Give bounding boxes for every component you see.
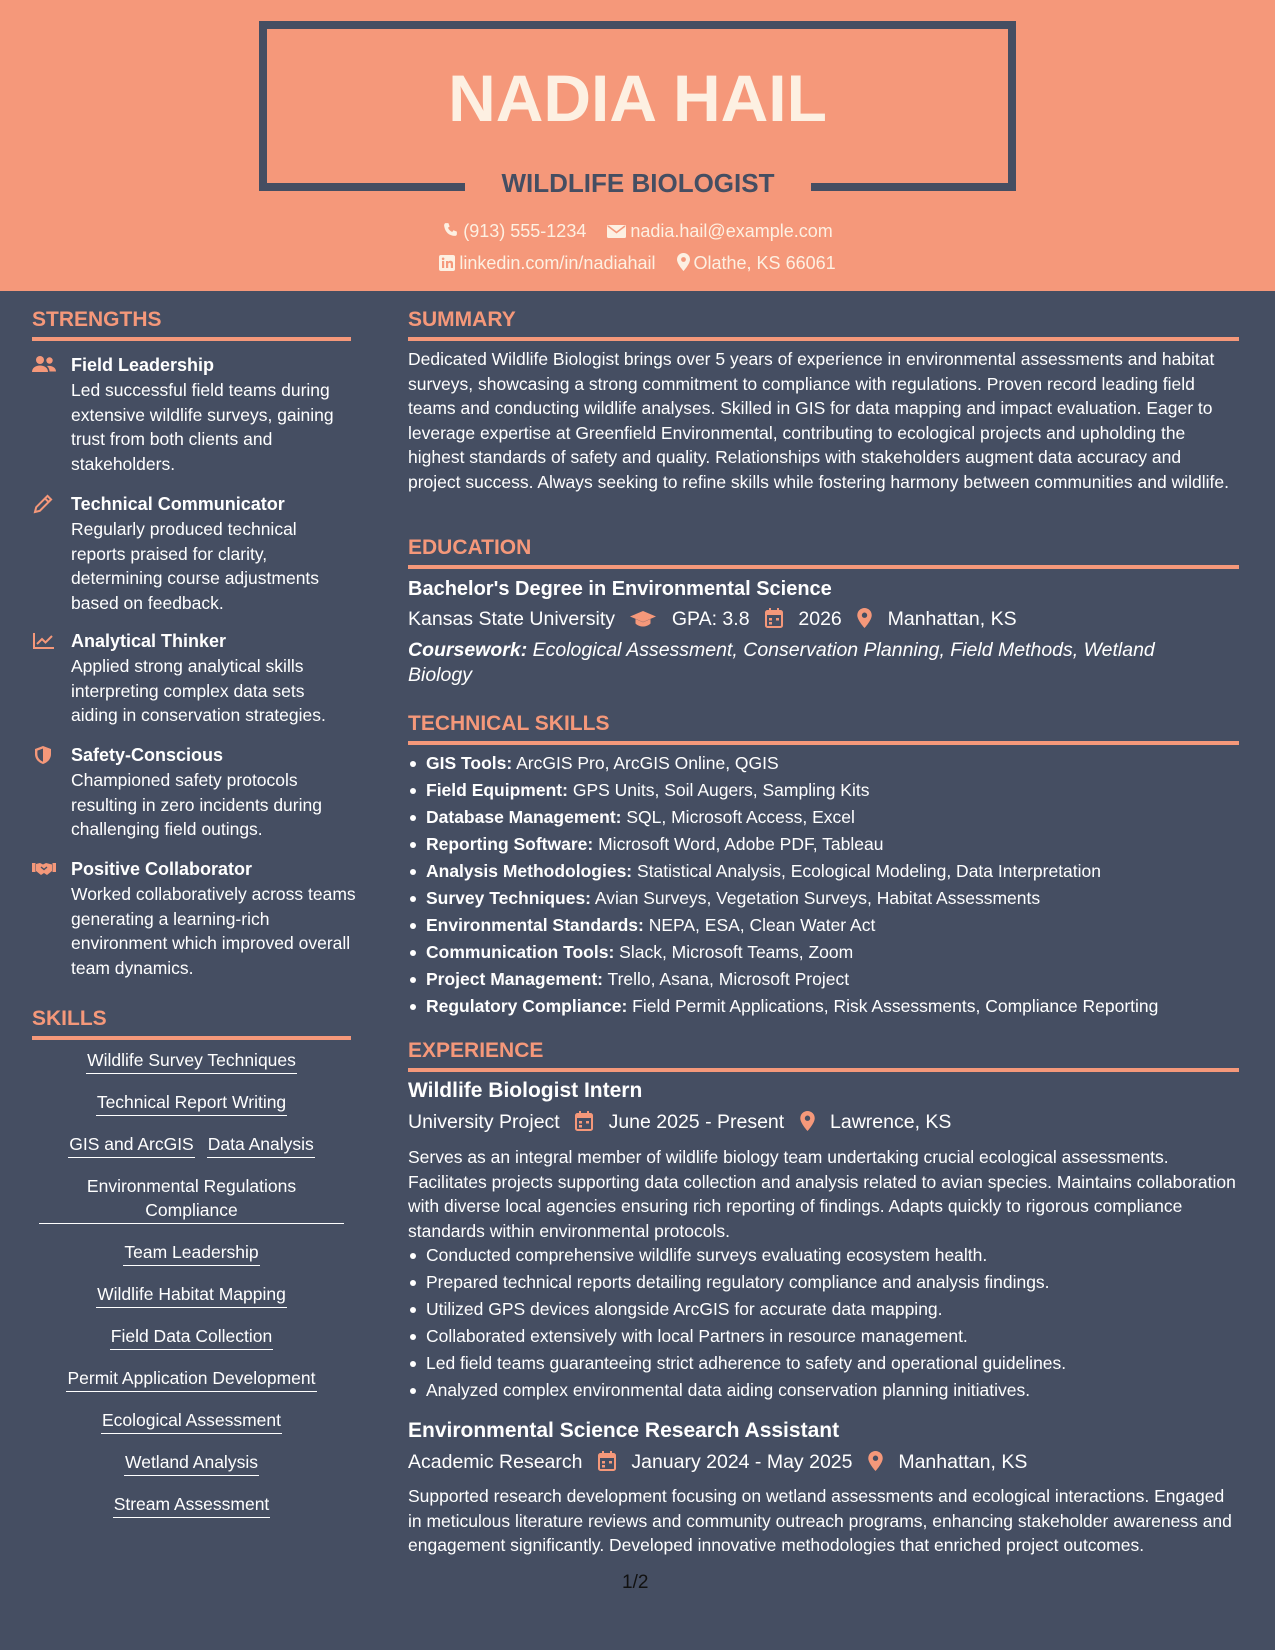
skill-values: GPS Units, Soil Augers, Sampling Kits [572,780,870,800]
skill-category: Environmental Standards: [426,915,644,935]
skill-tag: Wetland Analysis [124,1450,259,1476]
graduation-cap-icon [630,610,656,628]
list-item [408,993,1158,1020]
linkedin-contact[interactable] [439,251,655,275]
experience-heading: EXPERIENCE [408,1036,1239,1072]
skill-values: Slack, Microsoft Teams, Zoom [619,942,854,962]
job-title-1: Wildlife Biologist Intern [408,1079,643,1102]
skill-category: Communication Tools: [426,942,615,962]
skills-list [32,1048,351,1534]
strength-description: Led successful field teams during extensive wildlife surveys, gaining trust from both clients and stakeholders. [71,380,334,474]
strength-title: Safety-Conscious [71,745,224,765]
skill-tag: GIS and ArcGIS [68,1132,195,1158]
job-location: Manhattan, KS [898,1451,1028,1473]
skill-category: Reporting Software: [426,834,594,854]
strength-description: Worked collaboratively across teams generating a learning-rich environment which improved overall team dynamics. [71,884,356,978]
skill-tag: Wildlife Habitat Mapping [96,1282,287,1308]
list-item: Analyzed complex environmental data aiding conservation planning initiatives. [408,1377,1066,1404]
skill-category: GIS Tools: [426,753,513,773]
job-title: WILDLIFE BIOLOGIST [501,168,775,198]
linkedin-icon [439,255,455,271]
list-item: Collaborated extensively with local Partners in resource management. [408,1323,1066,1350]
skill-category: Analysis Methodologies: [426,861,633,881]
skill-tag: Ecological Assessment [101,1408,282,1434]
strength-title: Positive Collaborator [71,859,253,879]
calendar-icon [598,1451,616,1471]
skill-values: Microsoft Word, Adobe PDF, Tableau [598,834,884,854]
skill-category: Project Management: [426,969,603,989]
chart-line-icon [32,631,56,651]
shield-icon [32,745,56,765]
list-item: Conducted comprehensive wildlife surveys evaluating ecosystem health. [408,1242,1066,1269]
list-item: Prepared technical reports detailing regulatory compliance and analysis findings. [408,1269,1066,1296]
location-text: Olathe, KS 66061 [693,253,836,273]
skill-values: SQL, Microsoft Access, Excel [626,807,855,827]
skill-tag: Field Data Collection [110,1324,273,1350]
job-description-2: Supported research development focusing on wetland assessments and ecological interactions. Engaged in meticulous literature reviews and community outreach programs, enhancing stakeholder awareness and engagement significantly. Developed innovative methodologies that enriched project outcomes. [408,1486,1232,1555]
job-description-1: Serves as an integral member of wildlife biology team undertaking crucial ecological assessments. Facilitates projects supporting data collection and analysis related to avian species. Maintains collaboration with diverse local agencies ensuring rich reporting of findings. Adapts quickly to rigorous compliance standards within environmental protocols. [408,1147,1236,1241]
list-item [408,858,1158,885]
skill-tag: Environmental Regulations Compliance [39,1174,344,1224]
list-item [408,777,1158,804]
job-bullets-1 [408,1242,1066,1404]
list-item: Utilized GPS devices alongside ArcGIS for accurate data mapping. [408,1296,1066,1323]
gpa-text: GPA: 3.8 [671,608,750,630]
map-pin-icon [857,608,872,628]
list-item [408,912,1158,939]
skill-values: Trello, Asana, Microsoft Project [607,969,850,989]
skill-tag: Data Analysis [207,1132,315,1158]
frame-bottom-left [259,183,465,191]
pencil-icon [32,494,56,514]
strength-description: Championed safety protocols resulting in zero incidents during challenging field outings. [71,770,322,839]
technical-skills-heading: TECHNICAL SKILLS [408,709,1239,745]
skill-tag: Wildlife Survey Techniques [86,1048,297,1074]
skill-category: Regulatory Compliance: [426,996,628,1016]
degree-title: Bachelor's Degree in Environmental Science [408,578,832,600]
strength-description: Regularly produced technical reports praised for clarity, determining course adjustments based on feedback. [71,519,320,613]
skill-tag: Team Leadership [123,1240,259,1266]
list-item [408,939,1158,966]
technical-skills-list [408,750,1158,1020]
strengths-heading: STRENGTHS [32,305,351,341]
coursework-label: Coursework: [408,639,528,661]
location-contact [677,251,836,275]
skill-values: ArcGIS Pro, ArcGIS Online, QGIS [516,753,779,773]
skill-tag: Stream Assessment [113,1492,271,1518]
skill-values: Field Permit Applications, Risk Assessments, Compliance Reporting [632,996,1159,1016]
coursework-list: Ecological Assessment, Conservation Planning, Field Methods, Wetland Biology [408,639,1155,686]
list-item [408,804,1158,831]
page-number: 1/2 [622,1572,649,1593]
map-pin-icon [677,253,690,271]
coursework [408,638,1208,688]
skill-values: Avian Surveys, Vegetation Surveys, Habitat Assessments [594,888,1041,908]
skills-heading: SKILLS [32,1004,351,1040]
list-item [408,750,1158,777]
job-title-2: Environmental Science Research Assistant [408,1419,840,1442]
phone-contact[interactable] [442,219,586,243]
contact-row-2 [0,251,1275,275]
skill-values: Statistical Analysis, Ecological Modeling, Data Interpretation [637,861,1102,881]
list-item [408,966,1158,993]
skill-category: Survey Techniques: [426,888,592,908]
candidate-name: NADIA HAIL [448,61,827,135]
contact-row-1 [0,219,1275,243]
phone-text: (913) 555-1234 [463,221,587,241]
skill-values: NEPA, ESA, Clean Water Act [648,915,876,935]
strength-title: Field Leadership [71,355,215,375]
list-item: Led field teams guaranteeing strict adherence to safety and operational guidelines. [408,1350,1066,1377]
summary-heading: SUMMARY [408,305,1239,341]
job-dates: June 2025 - Present [608,1111,785,1133]
skill-category: Field Equipment: [426,780,568,800]
linkedin-text: linkedin.com/in/nadiahail [459,253,656,273]
school-location: Manhattan, KS [887,608,1017,630]
handshake-icon [32,859,56,879]
job-location: Lawrence, KS [830,1111,952,1133]
job-dates: January 2024 - May 2025 [631,1451,853,1473]
strength-title: Technical Communicator [71,494,285,514]
job-organization: Academic Research [408,1451,583,1473]
education-meta [408,605,1017,633]
job-organization: University Project [408,1111,560,1133]
frame-bottom-right [811,183,1016,191]
calendar-icon [765,608,783,628]
strength-description: Applied strong analytical skills interpreting complex data sets aiding in conservation strategies. [71,656,326,725]
skill-category: Database Management: [426,807,622,827]
skill-tag: Permit Application Development [66,1366,316,1392]
graduation-year: 2026 [798,608,842,630]
phone-icon [442,222,459,239]
users-icon [32,355,56,375]
education-heading: EDUCATION [408,533,1239,569]
school-name: Kansas State University [408,608,616,630]
skill-tag: Technical Report Writing [96,1090,287,1116]
map-pin-icon [868,1451,883,1471]
strength-title: Analytical Thinker [71,631,227,651]
job-meta-1 [408,1108,951,1136]
calendar-icon [575,1111,593,1131]
envelope-icon [607,224,626,239]
summary-text: Dedicated Wildlife Biologist brings over 5 years of experience in environmental assessments and habitat surveys, showcasing a strong commitment to compliance with regulations. Proven record leading field teams and conducting wildlife analyses. Skilled in GIS for data mapping and impact evaluation. Eager to leverage expertise at Greenfield Environmental, contributing to ecological projects and upholding the highest standards of safety and quality. Relationships with stakeholders augment data accuracy and project success. Always seeking to refine skills while fostering harmony between communities and wildlife. [408,349,1229,492]
list-item [408,885,1158,912]
job-meta-2 [408,1448,1027,1476]
list-item [408,831,1158,858]
map-pin-icon [800,1111,815,1131]
email-contact[interactable] [607,219,832,243]
email-text: nadia.hail@example.com [630,221,833,241]
